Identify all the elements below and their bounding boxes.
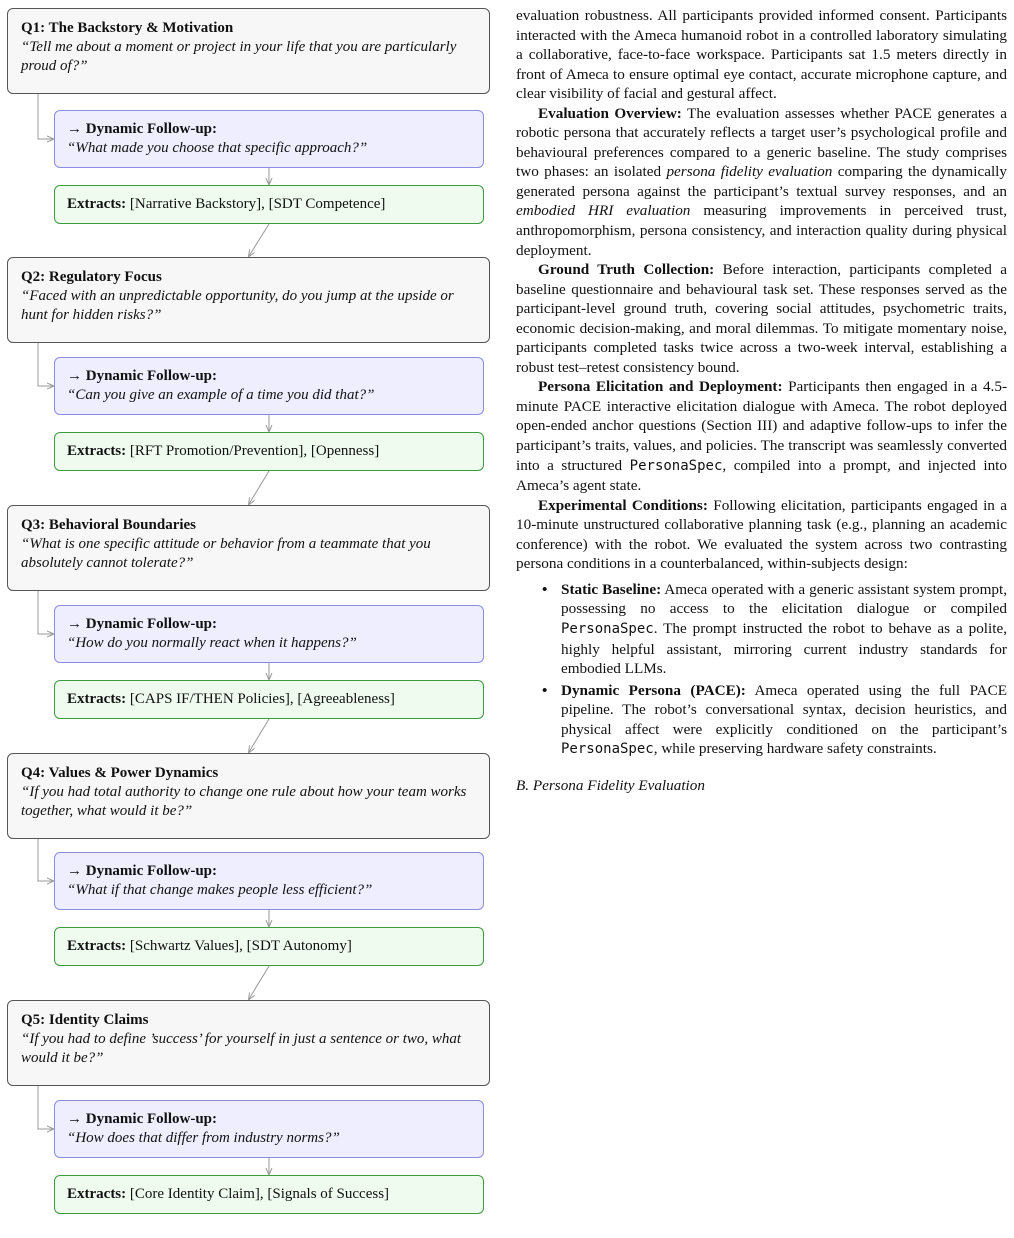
- extracts-text: [Narrative Backstory], [SDT Competence]: [129, 196, 386, 212]
- list-item-static-baseline: [542, 580, 1007, 679]
- paragraph-lead: Experimental Conditions:: [538, 496, 708, 514]
- diagonal-connector: [249, 471, 269, 504]
- diagonal-connector: [249, 224, 269, 256]
- extracts-text: [Core Identity Claim], [Signals of Success]: [129, 1186, 390, 1202]
- followup-label: → Dynamic Follow-up:: [67, 121, 217, 137]
- extracts-text: [CAPS IF/THEN Policies], [Agreeableness]: [129, 691, 395, 707]
- bullet-icon: •: [542, 580, 548, 598]
- followup-label: → Dynamic Follow-up:: [67, 616, 217, 632]
- question-text: “If you had to define ’success’ for yourself in just a sentence or two, what would it be?”: [21, 1031, 462, 1066]
- paragraph-evaluation-overview: [516, 104, 1007, 260]
- elbow-connector: [38, 591, 53, 634]
- question-title: Q3: Behavioral Boundaries: [21, 517, 197, 533]
- extracts-box-q2: [54, 432, 484, 471]
- question-box-q3: [7, 505, 490, 591]
- followup-text: “What made you choose that specific approach?”: [67, 140, 368, 156]
- bullet-icon: •: [542, 681, 548, 699]
- followup-text: “What if that change makes people less efficient?”: [67, 882, 373, 898]
- elbow-connector: [38, 1086, 53, 1129]
- question-box-q1: [7, 8, 490, 94]
- paragraph-lead: Persona Elicitation and Deployment:: [538, 378, 783, 396]
- extracts-label: Extracts:: [67, 1186, 127, 1202]
- extracts-label: Extracts:: [67, 691, 127, 707]
- question-title: Q4: Values & Power Dynamics: [21, 765, 219, 781]
- question-text: “Faced with an unpredictable opportunity, do you jump at the upside or hunt for hidden risks?”: [21, 288, 454, 323]
- extracts-box-q1: [54, 185, 484, 224]
- paragraph-persona-elicitation: [516, 377, 1007, 495]
- followup-box-q1: [54, 110, 484, 168]
- followup-box-q3: [54, 605, 484, 663]
- extracts-text: [Schwartz Values], [SDT Autonomy]: [129, 938, 352, 954]
- followup-label: → Dynamic Follow-up:: [67, 368, 217, 384]
- conditions-list: [516, 580, 1007, 760]
- diagonal-connector: [249, 966, 269, 999]
- followup-label: → Dynamic Follow-up:: [67, 863, 217, 879]
- followup-box-q4: [54, 852, 484, 910]
- list-item-dynamic-persona: [542, 681, 1007, 760]
- question-title: Q5: Identity Claims: [21, 1012, 149, 1028]
- code-text: PersonaSpec: [561, 741, 654, 758]
- paragraph-ground-truth: [516, 260, 1007, 377]
- question-flowchart: [0, 0, 500, 1238]
- elbow-connector: [38, 343, 53, 386]
- list-item-lead: Static Baseline:: [561, 580, 662, 598]
- extracts-label: Extracts:: [67, 938, 127, 954]
- code-text: PersonaSpec: [561, 620, 654, 637]
- question-box-q5: [7, 1000, 490, 1086]
- question-text: “If you had total authority to change one rule about how your team works together, what would it be?”: [21, 784, 467, 819]
- question-text: “What is one specific attitude or behavior from a teammate that you absolutely cannot tolerate?”: [21, 536, 431, 571]
- paragraph-text: The evaluation assesses whether PACE generates a robotic persona that accurately reflects a target user’s psychological profile and behavioural preferences compared to a generic baseline. The study comprises two phases: an isolated: [516, 104, 1007, 181]
- extracts-label: Extracts:: [67, 196, 127, 212]
- extracts-box-q4: [54, 927, 484, 966]
- question-box-q2: [7, 257, 490, 343]
- followup-box-q2: [54, 357, 484, 415]
- paragraph-text: Participants then engaged in a 4.5-minute PACE interactive elicitation dialogue with Ameca. The robot deployed open-ended anchor questions (Section III) and adaptive follow-ups to infer the participant’s traits, values, and policies. The transcript was seamlessly converted into a structured: [516, 378, 1008, 474]
- question-text: “Tell me about a moment or project in your life that you are particularly proud of?”: [21, 39, 457, 74]
- followup-text: “How does that differ from industry norms?”: [67, 1130, 340, 1146]
- emphasis-text: embodied HRI evaluation: [516, 202, 691, 220]
- extracts-box-q3: [54, 680, 484, 719]
- followup-text: “Can you give an example of a time you did that?”: [67, 387, 375, 403]
- paragraph-text: measuring improvements in perceived trust, anthropomorphism, persona consistency, and interaction quality during physical deployment.: [516, 202, 1007, 259]
- extracts-box-q5: [54, 1175, 484, 1214]
- paper-text-column: [516, 6, 1007, 795]
- emphasis-text: persona fidelity evaluation: [666, 163, 833, 181]
- section-heading: B. Persona Fidelity Evaluation: [516, 776, 705, 794]
- list-item-text: , while preserving hardware safety constraints.: [653, 740, 937, 758]
- paragraph-lead: Ground Truth Collection:: [538, 261, 715, 279]
- extracts-label: Extracts:: [67, 443, 127, 459]
- diagonal-connector: [249, 719, 269, 752]
- question-title: Q1: The Backstory & Motivation: [21, 20, 234, 36]
- list-item-text: Ameca operated using the full PACE pipeline. The robot’s conversational syntax, decision heuristics, and physical affect were explicitly conditioned on the participant’s: [561, 681, 1007, 738]
- followup-label: → Dynamic Follow-up:: [67, 1111, 217, 1127]
- code-text: PersonaSpec: [629, 457, 723, 474]
- list-item-lead: Dynamic Persona (PACE):: [561, 681, 746, 699]
- paragraph-participants: evaluation robustness. All participants provided informed consent. Participants interacted with the Ameca humanoid robot in a controlled laboratory simulating a collaborative, face-to-face workspace. Participants sat 1.5 meters directly in front of Ameca to ensure optimal eye contact, accurate microphone capture, and clear visibility of facial and gestural affect.: [516, 7, 1007, 103]
- question-title: Q2: Regulatory Focus: [21, 269, 162, 285]
- paragraph-experimental-conditions: [516, 496, 1007, 574]
- paragraph-text: comparing the dynamically generated persona against the participant’s textual survey responses, and an: [516, 163, 1007, 200]
- list-item-text: Ameca operated with a generic assistant system prompt, possessing no access to the elicitation dialogue or compiled: [561, 580, 1007, 618]
- followup-box-q5: [54, 1100, 484, 1158]
- paragraph-text: Before interaction, participants completed a baseline questionnaire and behavioural task set. These responses served as the participant-level ground truth, covering social attitudes, psychometric traits, economic decision-making, and moral dilemmas. To mitigate momentary noise, participants completed tasks twice across a two-week interval, establishing a robust test–retest consistency bound.: [516, 261, 1007, 376]
- followup-text: “How do you normally react when it happens?”: [67, 635, 357, 651]
- paragraph-text: Following elicitation, participants engaged in a 10-minute unstructured collaborative planning task (e.g., planning an academic conference) with the robot. We evaluated the system across two contrasting persona conditions in a counterbalanced, within-subjects design:: [516, 496, 1007, 573]
- paragraph-lead: Evaluation Overview:: [538, 104, 682, 122]
- paragraph-text: , compiled into a prompt, and injected into Ameca’s agent state.: [516, 456, 1007, 495]
- extracts-text: [RFT Promotion/Prevention], [Openness]: [129, 443, 380, 459]
- elbow-connector: [38, 94, 53, 139]
- list-item-text: . The prompt instructed the robot to behave as a polite, highly helpful assistant, mirroring current industry standards for embodied LLMs.: [561, 619, 1007, 678]
- question-box-q4: [7, 753, 490, 839]
- elbow-connector: [38, 839, 53, 881]
